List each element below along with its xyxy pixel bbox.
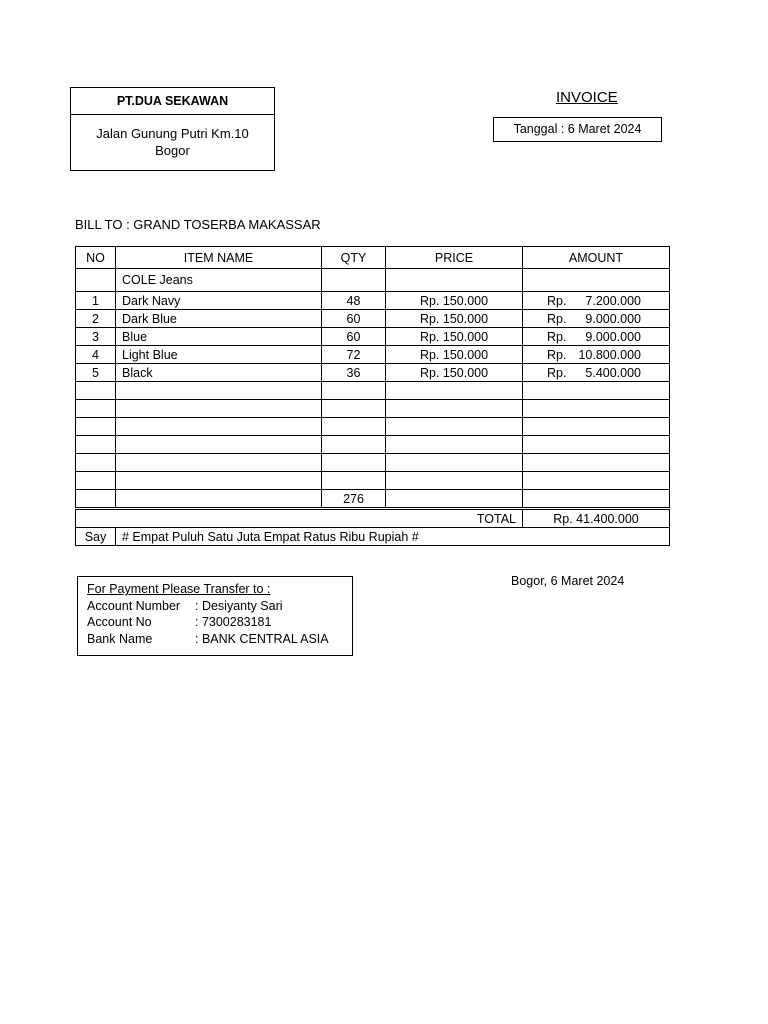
sign-date: Bogor, 6 Maret 2024 [511, 574, 625, 588]
row-item: Light Blue [116, 346, 322, 364]
empty-row [76, 400, 670, 418]
row-no: 1 [76, 292, 116, 310]
account-no-value: : 7300283181 [195, 615, 272, 629]
row-amount-currency: Rp. [547, 293, 567, 308]
row-item: Dark Navy [116, 292, 322, 310]
row-amount-value: 10.800.000 [578, 347, 641, 362]
group-label: COLE Jeans [116, 269, 322, 292]
invoice-date: Tanggal : 6 Maret 2024 [493, 117, 662, 142]
say-row [76, 528, 670, 546]
qty-total: 276 [322, 490, 386, 509]
total-label: TOTAL [76, 509, 523, 528]
empty-row [76, 436, 670, 454]
row-item: Dark Blue [116, 310, 322, 328]
row-amount-currency: Rp. [547, 347, 567, 362]
row-price: Rp. 150.000 [386, 292, 523, 310]
row-qty: 48 [322, 292, 386, 310]
say-label: Say [76, 528, 116, 546]
table-header-row [76, 247, 670, 269]
row-amount [523, 328, 670, 346]
row-amount [523, 364, 670, 382]
header-qty: QTY [322, 247, 386, 269]
empty-row [76, 382, 670, 400]
invoice-title: INVOICE [556, 89, 618, 106]
header-amount: AMOUNT [523, 247, 670, 269]
row-amount-currency: Rp. [547, 365, 567, 380]
row-qty: 72 [322, 346, 386, 364]
table-row [76, 346, 670, 364]
row-amount [523, 310, 670, 328]
bank-name-value: : BANK CENTRAL ASIA [195, 631, 329, 646]
bank-name-label: Bank Name [87, 631, 153, 646]
company-address-line1: Jalan Gunung Putri Km.10 [96, 126, 249, 141]
row-no: 2 [76, 310, 116, 328]
row-qty: 60 [322, 328, 386, 346]
row-amount [523, 346, 670, 364]
row-no: 3 [76, 328, 116, 346]
payment-account-number [87, 598, 352, 615]
header-item-name: ITEM NAME [116, 247, 322, 269]
row-item: Blue [116, 328, 322, 346]
payment-bank-name [87, 631, 352, 648]
table-row [76, 310, 670, 328]
row-price: Rp. 150.000 [386, 364, 523, 382]
table-row [76, 292, 670, 310]
table-row [76, 328, 670, 346]
row-amount-value: 7.200.000 [585, 293, 641, 308]
invoice-table [75, 246, 670, 546]
row-amount-value: 9.000.000 [585, 329, 641, 344]
qty-total-row [76, 490, 670, 509]
table-row [76, 364, 670, 382]
company-address [71, 115, 274, 159]
row-amount-value: 5.400.000 [585, 365, 641, 380]
row-qty: 36 [322, 364, 386, 382]
group-row [76, 269, 670, 292]
header-no: NO [76, 247, 116, 269]
company-box [70, 87, 275, 171]
row-price: Rp. 150.000 [386, 310, 523, 328]
payment-account-no [87, 614, 352, 631]
row-amount-currency: Rp. [547, 329, 567, 344]
empty-row [76, 454, 670, 472]
total-row [76, 509, 670, 528]
empty-row [76, 418, 670, 436]
account-number-value: : Desiyanty Sari [195, 598, 283, 613]
row-no: 4 [76, 346, 116, 364]
account-number-label: Account Number [87, 598, 181, 613]
payment-heading: For Payment Please Transfer to : [87, 582, 271, 596]
row-no: 5 [76, 364, 116, 382]
row-price: Rp. 150.000 [386, 346, 523, 364]
header-price: PRICE [386, 247, 523, 269]
company-name: PT.DUA SEKAWAN [71, 88, 274, 115]
say-text: # Empat Puluh Satu Juta Empat Ratus Ribu Rupiah # [116, 528, 670, 546]
row-amount-currency: Rp. [547, 311, 567, 326]
bill-to: BILL TO : GRAND TOSERBA MAKASSAR [75, 217, 321, 232]
row-qty: 60 [322, 310, 386, 328]
total-value: Rp. 41.400.000 [523, 509, 670, 528]
row-amount [523, 292, 670, 310]
empty-row [76, 472, 670, 490]
payment-box [77, 576, 353, 656]
company-address-line2: Bogor [155, 143, 190, 158]
row-amount-value: 9.000.000 [585, 311, 641, 326]
row-price: Rp. 150.000 [386, 328, 523, 346]
account-no-label: Account No [87, 615, 152, 629]
row-item: Black [116, 364, 322, 382]
